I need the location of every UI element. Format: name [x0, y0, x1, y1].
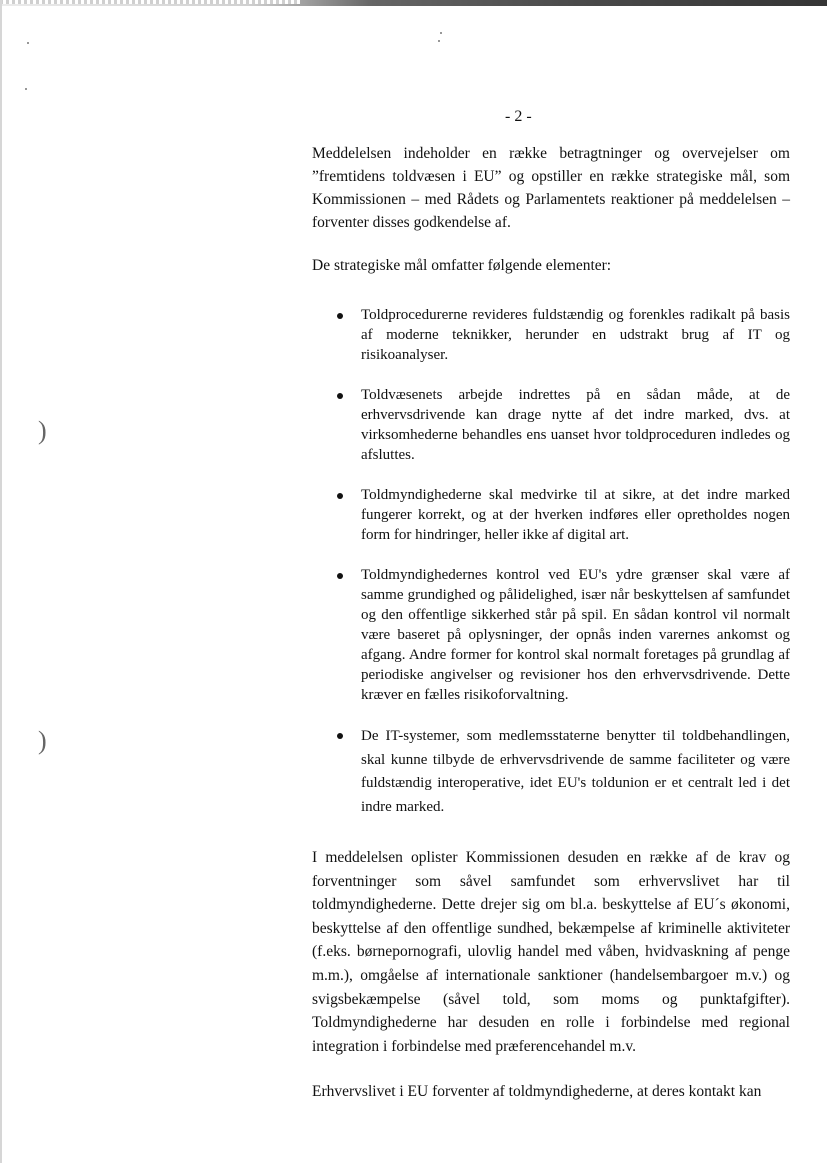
list-item: [312, 725, 790, 819]
demands-paragraph: I meddelelsen oplister Kommissionen desuden en række af de krav og forventninger som såvel samfundet som erhvervslivet har til toldmyndighederne. Dette drejer sig om bl.a. beskyttelse af EU´s økonomi, beskyttelse af den offentlige sundhed, bekæmpelse af kriminelle aktiviteter (f.eks. børnepornografi, ulovlig handel med våben, hvidvaskning af penge m.m.), omgåelse af internationale sanktioner (handelsembargoer m.v.) og svigsbekæmpelse (såvel told, som moms og punktafgifter). Toldmyndighederne har desuden en rolle i forbindelse med regional integration i forbindelse med præferencehandel m.v.: [312, 849, 790, 1055]
list-item-text: Toldmyndighedernes kontrol ved EU's ydre grænser skal være af samme grundighed og pålidelighed, især når beskyttelsen af samfundet og den offentlige sikkerhed står på spil. En sådan kontrol vil normalt være baseret på oplysninger, der opnås inden varernes ankomst og afgang. Andre former for kontrol skal normalt foretages på grundlag af periodiske angivelser og revisioner hos den erhvervsdrivende. Dette kræver en fælles risikoforvaltning.: [361, 567, 790, 703]
bullet-icon: [337, 493, 343, 499]
scan-top-edge-light: [0, 0, 300, 4]
list-item: [312, 385, 790, 465]
scan-speck: [440, 32, 442, 34]
bullet-icon: [337, 573, 343, 579]
bullet-icon: [337, 313, 343, 319]
scan-speck: [27, 42, 29, 44]
final-paragraph: Erhvervslivet i EU forventer af toldmyndighederne, at deres kontakt kan: [312, 1083, 762, 1101]
punch-hole-mark: ): [38, 726, 47, 755]
list-item: [312, 305, 790, 365]
list-lead-in: De strategiske mål omfatter følgende elementer:: [312, 257, 612, 274]
scan-speck: [25, 88, 27, 90]
punch-hole-mark: ): [38, 416, 47, 445]
bullet-icon: [337, 733, 343, 739]
bullet-icon: [337, 393, 343, 399]
list-item-text: Toldprocedurerne revideres fuldstændig og forenkles radikalt på basis af moderne teknikker, herunder en udstrakt brug af IT og risikoanalyser.: [361, 307, 790, 363]
scan-speck: [438, 40, 440, 42]
strategic-goals-list: [312, 305, 790, 819]
scan-left-edge: [0, 0, 2, 1163]
intro-paragraph: Meddelelsen indeholder en række betragtninger og overvejelser om ”fremtidens toldvæsen i EU” og opstiller en række strategiske mål, som Kommissionen – med Rådets og Parlamentets reaktioner på meddelelsen – forventer disses godkendelse af.: [312, 145, 790, 231]
page-number: - 2 -: [505, 108, 532, 125]
list-item-text: Toldmyndighederne skal medvirke til at sikre, at det indre marked fungerer korrekt, og at der hverken indføres eller opretholdes nogen form for hindringer, heller ikke af digital art.: [361, 487, 790, 543]
list-item-text: De IT-systemer, som medlemsstaterne benytter til toldbehandlingen, skal kunne tilbyde de erhvervsdrivende de samme faciliteter og være fuldstændig interoperative, idet EU's toldunion er et centralt led i det indre marked.: [361, 728, 790, 815]
list-item: [312, 485, 790, 545]
document-body: [312, 142, 790, 1103]
list-item: [312, 565, 790, 705]
list-item-text: Toldvæsenets arbejde indrettes på en sådan måde, at de erhvervsdrivende kan drage nytte af det indre marked, dvs. at virksomhederne behandles ens uanset hvor toldproceduren indledes og afsluttes.: [361, 387, 790, 463]
